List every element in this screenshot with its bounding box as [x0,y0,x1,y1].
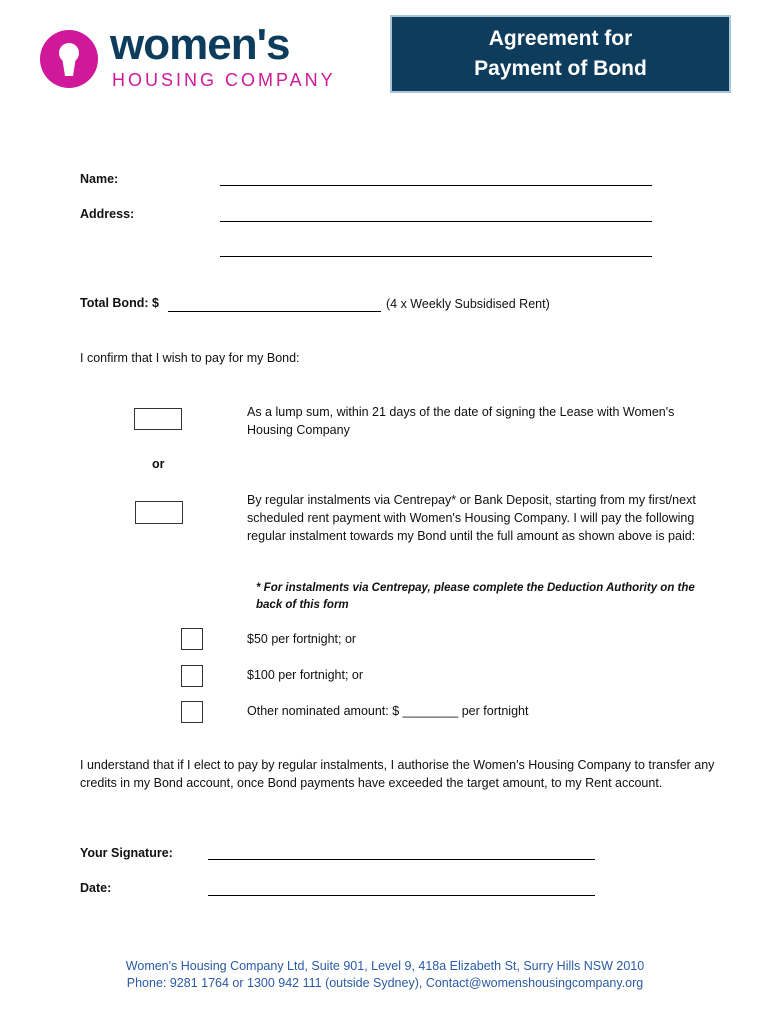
address-field-line2[interactable] [220,256,652,257]
footer [0,958,770,992]
date-label: Date: [80,881,112,895]
option-50-checkbox[interactable] [181,628,203,650]
option-50-label: $50 per fortnight; or [247,632,357,646]
option-other-checkbox[interactable] [181,701,203,723]
total-bond-label: Total Bond: $ [80,296,159,310]
lump-sum-checkbox[interactable] [134,408,182,430]
keyhole-icon [38,28,100,90]
date-field[interactable] [208,895,595,896]
title-line-1: Agreement for [488,27,633,50]
or-separator: or [152,457,165,471]
name-field[interactable] [220,185,652,186]
instalment-text: By regular instalments via Centrepay* or Bank Deposit, starting from my first/next scheduled rent payment with Women's Housing Company. I will pay the following regular instalment towards my Bond until the full amount as shown above is paid: [247,493,696,543]
total-bond-field[interactable] [168,311,381,312]
title-line-2: Payment of Bond [474,57,647,80]
signature-label: Your Signature: [80,846,173,860]
authorisation-text: I understand that if I elect to pay by regular instalments, I authorise the Women's Housing Company to transfer any credits in my Bond account, once Bond payments have exceeded the target amount, to my Rent account. [80,758,715,790]
name-label: Name: [80,172,119,186]
logo-subtitle: HOUSING COMPANY [112,70,336,90]
logo-wordmark: women's [110,20,290,69]
confirm-text: I confirm that I wish to pay for my Bond: [80,351,300,365]
total-bond-note: (4 x Weekly Subsidised Rent) [386,297,550,311]
document-title [390,15,731,93]
instalments-checkbox[interactable] [135,501,183,524]
company-logo [38,20,358,96]
address-field-line1[interactable] [220,221,652,222]
address-label: Address: [80,207,135,221]
option-100-checkbox[interactable] [181,665,203,687]
footer-contact: Phone: 9281 1764 or 1300 942 111 (outside Sydney), Contact@womenshousingcompany.org [126,976,644,990]
signature-field[interactable] [208,859,595,860]
option-100-label: $100 per fortnight; or [247,668,364,682]
option-other-label: Other nominated amount: $ ________ per fortnight [247,704,529,718]
footer-address: Women's Housing Company Ltd, Suite 901, Level 9, 418a Elizabeth St, Surry Hills NSW 2010 [125,959,645,973]
centrepay-note: * For instalments via Centrepay, please complete the Deduction Authority on the back of this form [256,582,695,611]
lump-sum-text: As a lump sum, within 21 days of the date of signing the Lease with Women's Housing Company [247,405,675,437]
